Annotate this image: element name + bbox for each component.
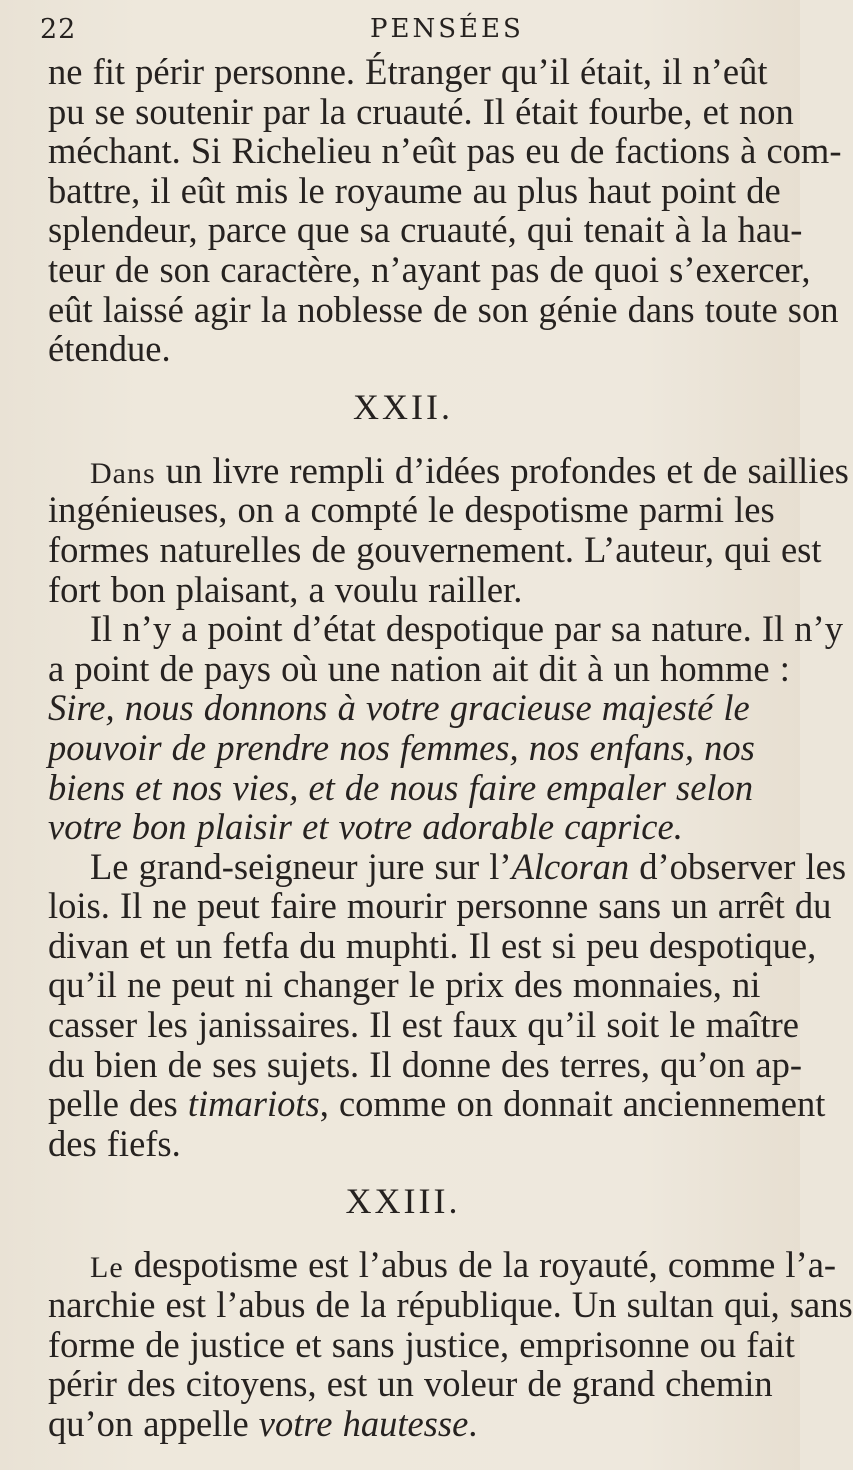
text-line: ingénieuses, on a compté le despotisme parmi les	[48, 489, 775, 531]
text-line: qu’il ne peut ni changer le prix des monnaies, ni	[48, 964, 761, 1006]
text-line: a point de pays où une nation ait dit à un homme :	[48, 647, 790, 689]
italic-term: votre hautesse	[258, 1402, 469, 1444]
section-heading-xxii: XXII.	[353, 386, 453, 427]
text-line	[48, 1404, 758, 1444]
line-text: pelle des	[48, 1083, 188, 1125]
running-title: PENSÉES	[370, 14, 524, 44]
text-line: battre, il eût mis le royaume au plus haut point de	[48, 169, 781, 211]
italic-term: timariots	[187, 1083, 320, 1125]
text-line: splendeur, parce que sa cruauté, qui tenait à la hau-	[48, 209, 803, 251]
text-line: forme de justice et sans justice, emprisonne ou fait	[48, 1323, 795, 1365]
line-text: qu’on appelle	[48, 1402, 259, 1444]
quote-line	[48, 768, 758, 808]
text-line: teur de son caractère, n’ayant pas de quoi s’exercer,	[48, 248, 811, 290]
page-text	[48, 51, 853, 1444]
text-line: des fiefs.	[48, 1122, 181, 1164]
text-line: ne fit périr personne. Étranger qu’il était, il n’eût	[48, 51, 768, 92]
line-text: un livre rempli d’idées profondes et de saillies	[155, 449, 849, 491]
text-line: lois. Il ne peut faire mourir personne sans un arrêt du	[48, 885, 832, 927]
text-line: casser les janissaires. Il est faux qu’il soit le maître	[48, 1004, 799, 1046]
line-text: Le grand-seigneur jure sur l’	[90, 845, 512, 887]
text-line	[48, 1083, 826, 1125]
text-line: périr des citoyens, est un voleur de grand chemin	[48, 1363, 773, 1405]
text-line: narchie est l’abus de la république. Un sultan qui, sans	[48, 1284, 853, 1326]
line-text: despotisme est l’abus de la royauté, comme l’a-	[123, 1244, 837, 1286]
page-number: 22	[40, 14, 77, 45]
quote-text: Sire, nous donnons à votre gracieuse majesté le	[48, 687, 750, 729]
drop-word: Dans	[90, 456, 156, 490]
line-text: , comme on donnait anciennement	[319, 1083, 826, 1125]
text-line: du bien de ses sujets. Il donne des terres, qu’on ap-	[48, 1043, 803, 1085]
text-line	[48, 845, 847, 887]
text-line: divan et un fetfa du muphti. Il est si peu despotique,	[48, 924, 817, 966]
italic-term: Alcoran	[511, 845, 630, 887]
text-line: pu se soutenir par la cruauté. Il était fourbe, et non	[48, 90, 794, 132]
text-line	[48, 449, 849, 491]
quote-line	[48, 728, 758, 768]
line-text: .	[468, 1402, 478, 1444]
section-heading-xxiii: XXIII.	[345, 1181, 461, 1222]
text-line: fort bon plaisant, a voulu railler.	[48, 568, 523, 610]
text-line: Il n’y a point d’état despotique par sa nature. Il n’y	[90, 608, 843, 650]
text-line	[48, 1244, 837, 1286]
text-line: étendue.	[48, 328, 171, 370]
quote-line	[48, 688, 758, 728]
quote-text: pouvoir de prendre nos femmes, nos enfans, nos	[48, 726, 755, 768]
text-line: méchant. Si Richelieu n’eût pas eu de factions à com-	[48, 130, 842, 172]
text-line: eût laissé agir la noblesse de son génie dans toute son	[48, 288, 839, 330]
drop-word: Le	[90, 1251, 124, 1285]
quote-line	[48, 807, 758, 847]
quote-text: biens et nos vies, et de nous faire empaler selon	[48, 766, 754, 808]
page-header	[40, 14, 760, 54]
quote-text: votre bon plaisir et votre adorable caprice.	[48, 806, 683, 848]
text-line: formes naturelles de gouvernement. L’auteur, qui est	[48, 528, 822, 570]
line-text: d’observer les	[629, 845, 847, 887]
